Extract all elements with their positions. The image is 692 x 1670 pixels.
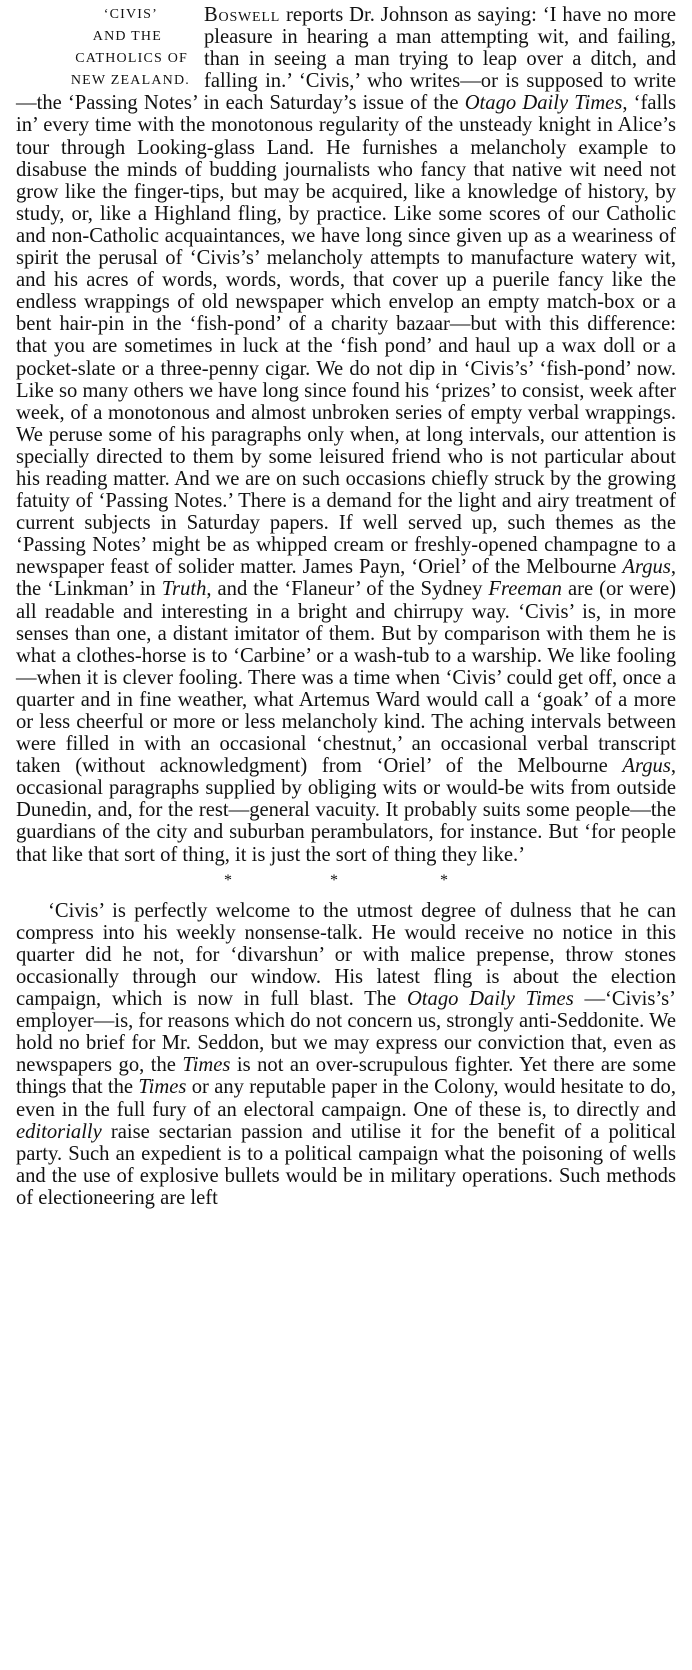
text-run: , the ‘Linkman’ in	[16, 556, 676, 601]
opening-word: Boswell	[204, 4, 281, 26]
side-heading	[16, 4, 192, 92]
paragraph-2	[16, 900, 676, 1209]
side-heading-line: NEW ZEALAND.	[70, 73, 190, 89]
text-run: , occasional paragraphs supplied by obliging wits or would-be wits from outside Dunedin, and, for the rest—general vacuity. It probably suits some people—the guardians of the city and suburban perambulators, for instance. But ‘for people that like that sort of thing, it is just the sort of thing they like.’	[16, 755, 676, 866]
italic-emphasis: editorially	[16, 1120, 102, 1143]
text-run: is not an over-scrupulous fighter. Yet there are some things that the	[16, 1054, 676, 1099]
text-run: or any reputable paper in the Colony, would hesitate to do, even in the full fury of an electoral campaign. One of these is, to directly and	[16, 1076, 676, 1121]
italic-title: Argus	[622, 556, 671, 579]
paragraph-1	[16, 4, 676, 866]
text-run: —‘Civis’s’ employer—is, for reasons which do not concern us, strongly anti-Seddonite. We hold no brief for Mr. Seddon, but we may express our conviction that, even as newspapers go, the	[16, 988, 676, 1077]
text-run: raise sectarian passion and utilise it for the benefit of a political party. Such an expedient is to a political campaign what the poisoning of wells and the use of explosive bullets would be in military operations. Such methods of electioneering are left	[16, 1120, 676, 1209]
text-run: ‘Civis’ is perfectly welcome to the utmost degree of dulness that he can compress into his weekly nonsense-talk. He would receive no notice in this quarter did he not, for ‘divarshun’ or with malice prepense, throw stones occasionally through our window. His latest fling is about the election campaign, which is now in full blast. The	[16, 899, 676, 1011]
section-separator	[16, 871, 676, 889]
italic-title: Freeman	[488, 578, 562, 601]
italic-title: Otago Daily Times	[406, 988, 574, 1011]
italic-title: Otago Daily Times	[464, 92, 623, 115]
article-page	[16, 4, 676, 1209]
text-run: are (or were) all readable and interesting in a bright and chirrupy way. ‘Civis’ is, in more senses than one, a distant imitator of them. But by comparison with them he is what a clothes-horse is to ‘Carbine’ or a wash-tub to a warship. We like fooling—when it is clever fooling. There was a time when ‘Civis’ could get off, once a quarter and in fine weather, what Artemus Ward would call a ‘goak’ of a more or less cheerful or more or less melancholy kind. The aching intervals between were filled in with an occasional ‘chestnut,’ an occasional verbal transcript taken (without acknowledgment) from ‘Oriel’ of the Melbourne	[16, 578, 676, 778]
side-heading-line: CATHOLICS OF	[75, 51, 188, 67]
side-heading-line: ‘CIVIS’	[103, 7, 158, 22]
separator-asterisk: *	[224, 871, 232, 889]
text-run: , ‘falls in’ every time with the monotonous regularity of the unsteady knight in Alice’s tour through Looking-glass Land. He furnishes a melancholy example to disabuse the minds of budding journalists who fancy that native wit need not grow like the finger-tips, but may be acquired, like a knowledge of history, by study, or, like a Highland fling, by practice. Like some scores of our Catholic and non-Catholic acquaintances, we have long since given up as a weariness of spirit the perusal of ‘Civis’s’ melancholy attempts to manufacture watery wit, and his acres of words, words, words, that cover up a puerile fancy like the endless wrappings of old newspaper which envelop an empty match-box or a bent hair-pin in the ‘fish-pond’ of a charity bazaar—but with this difference: that you are sometimes in luck at the ‘fish pond’ and haul up a wax doll or a pocket-slate or a three-penny cigar. We do not dip in ‘Civis’s’ ‘fish-pond’ now. Like so many others we have long since found his ‘prizes’ to consist, week after week, of a monotonous and almost unbroken series of empty verbal wrappings. We peruse some of his paragraphs only when, at long intervals, our attention is specially directed to them by some leisured friend who is not particular about his reading matter. And we are on such occasions chiefly struck by the growing fatuity of ‘Passing Notes.’ There is a demand for the light and airy treatment of current subjects in Saturday papers. If well served up, such themes as the ‘Passing Notes’ might be as whipped cream or freshly-opened champagne to a newspaper feast of solider matter. James Payn, ‘Oriel’ of the Melbourne	[16, 92, 676, 579]
italic-title: Argus	[622, 755, 671, 778]
side-heading-line: AND THE	[92, 29, 162, 45]
text-run: , and the ‘Flaneur’ of the Sydney	[206, 578, 489, 601]
text-run: reports Dr. Johnson as saying: ‘I have no more pleasure in hearing a man attempting wit, and failing, than in seeing a man trying to leap over a ditch, and falling in.’ ‘Civis,’ who writes—or is supposed to write—the ‘Passing Notes’ in each Saturday’s issue of the	[16, 4, 676, 115]
separator-asterisk: *	[330, 871, 338, 889]
italic-title: Truth	[161, 578, 207, 601]
italic-title: Times	[182, 1054, 231, 1077]
italic-title: Times	[138, 1076, 187, 1099]
separator-asterisk: *	[440, 871, 448, 889]
